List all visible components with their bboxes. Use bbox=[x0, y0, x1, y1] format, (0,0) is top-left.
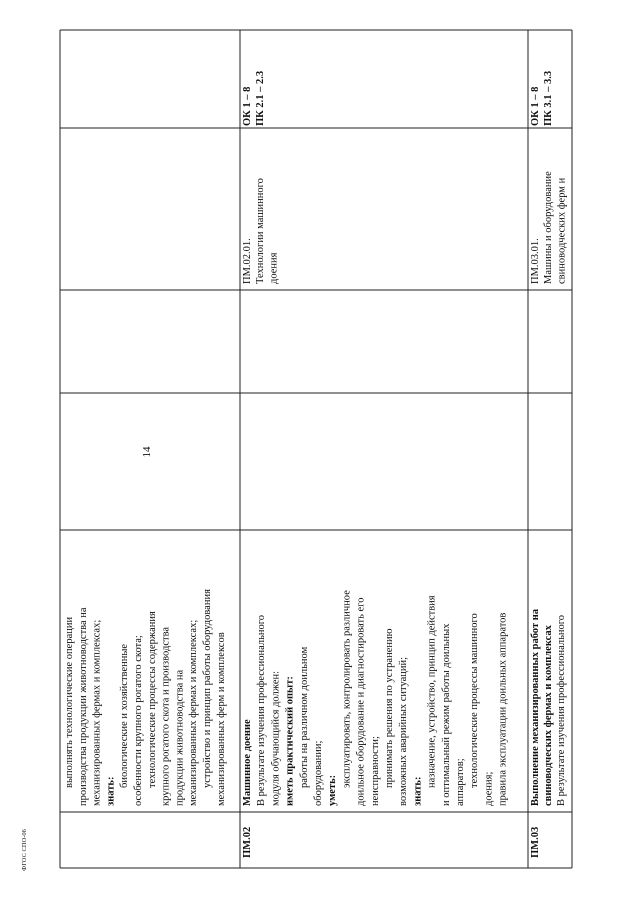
content-line: эксплуатировать, контролировать различное bbox=[341, 590, 353, 788]
content-line: В результате изучения профессионального bbox=[256, 614, 268, 806]
competency-line: ОК 1 – 8 bbox=[242, 86, 253, 126]
content-line: особенности крупного рогатого скота; bbox=[133, 635, 144, 806]
content-line: Выполнение механизированных работ на bbox=[530, 609, 541, 806]
content-line: возможных аварийных ситуаций; bbox=[398, 656, 410, 806]
module-code: ПМ.03 bbox=[530, 826, 541, 858]
discipline-line: ПМ.02.01. bbox=[242, 238, 253, 284]
content-line: неисправности; bbox=[369, 736, 381, 806]
content-line: принимать решения по устранению bbox=[384, 628, 395, 788]
content-line: и оптимальный режим работы доильных bbox=[440, 623, 452, 806]
discipline-line: Технологии машинного bbox=[255, 178, 267, 284]
content-line: выполнять технологические операции bbox=[64, 616, 75, 788]
footer-text: ФГОС СПО-06 bbox=[21, 829, 28, 871]
content-line: устройство и принцип работы оборудования bbox=[202, 589, 213, 788]
content-line: механизированных фермах и комплексах; bbox=[188, 619, 200, 806]
content-line: доильное оборудование и диагностировать его bbox=[355, 597, 367, 806]
discipline-line: свиноводческих ферм и bbox=[556, 177, 568, 284]
content-line: крупного рогатого скота и производства bbox=[160, 626, 172, 806]
content-line: механизированных фермах и комплексах; bbox=[91, 619, 103, 806]
content-line: биологические и хозяйственные bbox=[119, 643, 131, 788]
competency-line: ОК 1 – 8 bbox=[530, 86, 541, 126]
table-text bbox=[64, 71, 567, 858]
content-line: Машинное доение bbox=[242, 719, 253, 806]
content-line: В результате изучения профессионального bbox=[556, 614, 567, 806]
content-line: знать: bbox=[105, 776, 117, 806]
content-line: производства продукции животноводства на bbox=[77, 607, 89, 806]
content-line: аппаратов; bbox=[455, 758, 466, 806]
content-line: технологические процессы машинного bbox=[469, 613, 481, 788]
content-line: работы на различном доильном bbox=[298, 646, 310, 788]
content-line: иметь практический опыт: bbox=[284, 676, 296, 806]
discipline-line: Машины и оборудование bbox=[543, 171, 555, 284]
content-line: знать: bbox=[412, 776, 424, 806]
content-line: технологические процессы содержания bbox=[146, 611, 158, 788]
content-line: назначение, устройство, принцип действия bbox=[426, 595, 438, 788]
competency-line: ПК 2.1 – 2.3 bbox=[255, 70, 267, 126]
content-line: правила эксплуатации доильных аппаратов bbox=[497, 612, 509, 806]
content-line: оборудовании; bbox=[313, 740, 324, 806]
content-line: механизированных ферм и комплексов bbox=[215, 632, 227, 806]
content-line: продукции животноводства на bbox=[174, 669, 186, 806]
content-line: модуля обучающийся должен: bbox=[270, 670, 282, 806]
discipline-line: доения bbox=[268, 252, 280, 284]
module-code: ПМ.02 bbox=[242, 826, 253, 858]
page-number: 14 bbox=[141, 446, 153, 458]
discipline-line: ПМ.03.01. bbox=[530, 238, 541, 284]
content-line: доения; bbox=[483, 771, 495, 806]
content-line: свиноводческих фермах и комплексах bbox=[543, 625, 554, 806]
content-line: уметь: bbox=[327, 774, 339, 806]
competency-line: ПК 3.1 – 3.3 bbox=[543, 70, 555, 126]
